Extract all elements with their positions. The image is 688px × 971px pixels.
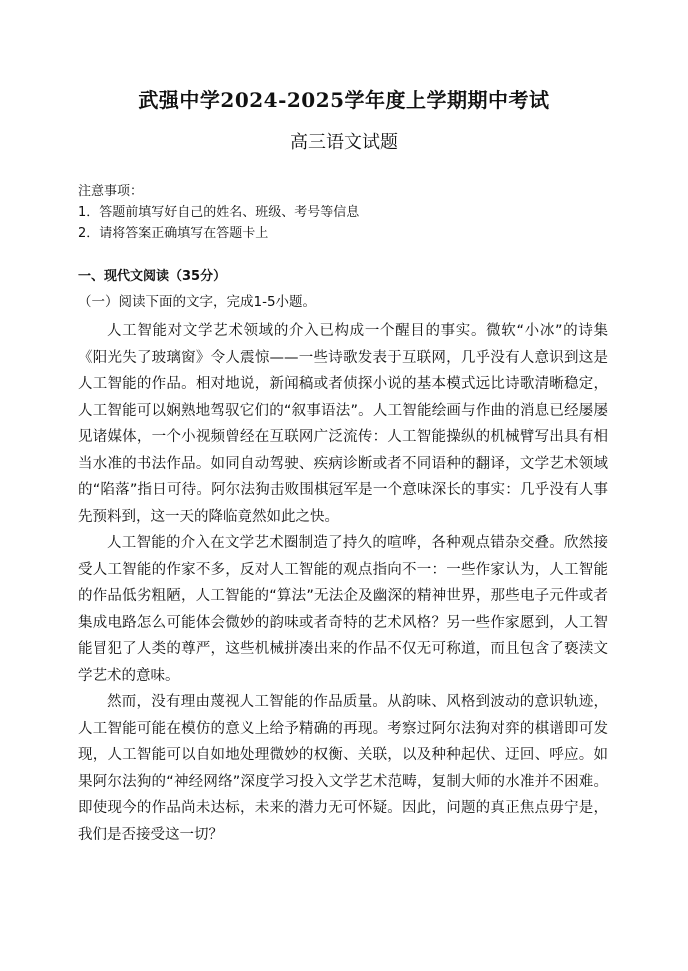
passage-paragraph: 人工智能对文学艺术领域的介入已构成一个醒目的事实。微软“小冰”的诗集《阳光失了玻璃窗》令人震惊——一些诗歌发表于互联网，几乎没有人意识到这是人工智能的作品。相对地说，新闻稿或者侦探小说的基本模式远比诗歌清晰稳定，人工智能可以娴熟地驾驭它们的“叙事语法”。人工智能绘画与作曲的消息已经屡屡见诸媒体，一个小视频曾经在互联网广泛流传：人工智能操纵的机械臂写出具有相当水准的书法作品。如同自动驾驶、疾病诊断或者不同语种的翻译，文学艺术领域的“陷落”指日可待。阿尔法狗击败围棋冠军是一个意味深长的事实：几乎没有人事先预料到，这一天的降临竟然如此之快。: [78, 323, 608, 525]
exam-title: 武强中学2024-2025学年度上学期期中考试: [138, 88, 550, 112]
notes-block: [78, 181, 359, 244]
notes-heading: 注意事项：: [78, 184, 144, 199]
notes-item: 1．答题前填写好自己的姓名、班级、考号等信息: [78, 205, 360, 220]
passage-paragraph: 人工智能的介入在文学艺术圈制造了持久的喧哗，各种观点错杂交叠。欣然接受人工智能的作家不多，反对人工智能的观点指向不一：一些作家认为，人工智能的作品低劣粗陋，人工智能的“算法”无法企及幽深的精神世界，那些电子元件或者集成电路怎么可能体会微妙的韵味或者奇特的艺术风格？另一些作家愿到，人工智能冒犯了人类的尊严，这些机械拼凑出来的作品不仅无可称道，而且包含了亵渎文学艺术的意味。: [78, 535, 608, 684]
exam-subtitle: 高三语文试题: [290, 132, 398, 153]
section-heading: 一、现代文阅读（35分）: [78, 269, 227, 284]
reading-passage: [78, 318, 608, 848]
passage-paragraph: 然而，没有理由蔑视人工智能的作品质量。从韵味、风格到波动的意识轨迹，人工智能可能在模仿的意义上给予精确的再现。考察过阿尔法狗对弈的棋谱即可发现，人工智能可以自如地处理微妙的权衡、关联，以及种种起伏、迂回、呼应。如果阿尔法狗的“神经网络”深度学习投入文学艺术范畴，复制大师的水准并不困难。即使现今的作品尚未达标，未来的潜力无可怀疑。因此，问题的真正焦点毋宁是，我们是否接受这一切？: [78, 694, 608, 843]
section-subheading: （一）阅读下面的文字，完成1-5小题。: [78, 294, 317, 310]
notes-item: 2．请将答案正确填写在答题卡上: [78, 226, 269, 241]
